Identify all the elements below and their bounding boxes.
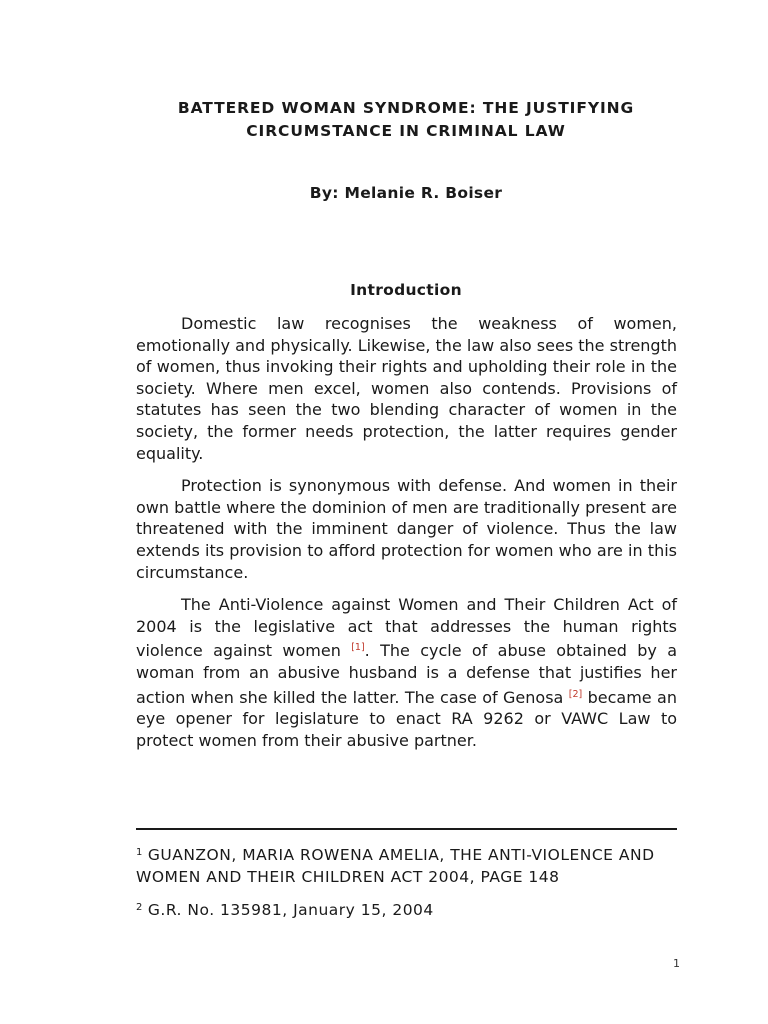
footnotes [136,842,681,930]
author-line: By: Melanie R. Boiser [309,184,503,202]
footnote-1 [136,842,681,888]
paragraph-1: Domestic law recognises the weakness of women, emotionally and physically. Likewise, the law also sees the strength of women, thus invoking their rights and upholding their role in the society. Where men excel, women also contends. Provisions of statutes has seen the two blending character of women in the society, the former needs protection, the latter requires gender equality. [136,314,677,463]
body-text [136,313,677,762]
title-line-2: CIRCUMSTANCE IN CRIMINAL LAW [246,122,566,140]
paragraph-2: Protection is synonymous with defense. And women in their own battle where the dominion of men are traditionally present are threatened with the imminent danger of violence. Thus the law extends its provision to afford protection for women who are in this circumstance. [136,476,677,582]
footnote-2 [136,897,681,921]
footnote-2-marker: 2 [136,902,143,913]
document-title [120,97,692,143]
footnote-1-marker: 1 [136,847,143,858]
footnote-2-text: G.R. No. 135981, January 15, 2004 [147,901,434,919]
footnote-divider [136,828,677,830]
footnote-1-text: GUANZON, MARIA ROWENA AMELIA, THE ANTI-VIOLENCE AND WOMEN AND THEIR CHILDREN ACT 2004, PAGE 148 [136,846,655,886]
paragraph-3-text-b: . The cycle of abuse obtained by a woman from an abusive husband is a defense that justifies her action when she killed the latter. The case of Genosa [136,641,677,707]
title-line-1: BATTERED WOMAN SYNDROME: THE JUSTIFYING [177,99,635,117]
paragraph-3 [136,594,677,751]
paragraph-3-text-c: became an eye opener for legislature to enact RA 9262 or VAWC Law to protect women from their abusive partner. [136,687,677,750]
page-number: 1 [673,957,680,970]
paragraph-3-text-a: The Anti-Violence against Women and Their Children Act of 2004 is the legislative act that addresses the human rights violence against women [136,595,677,661]
footnote-reference-2[interactable]: [2] [568,688,583,700]
section-heading: Introduction [350,281,462,299]
footnote-reference-1[interactable]: [1] [351,642,365,654]
